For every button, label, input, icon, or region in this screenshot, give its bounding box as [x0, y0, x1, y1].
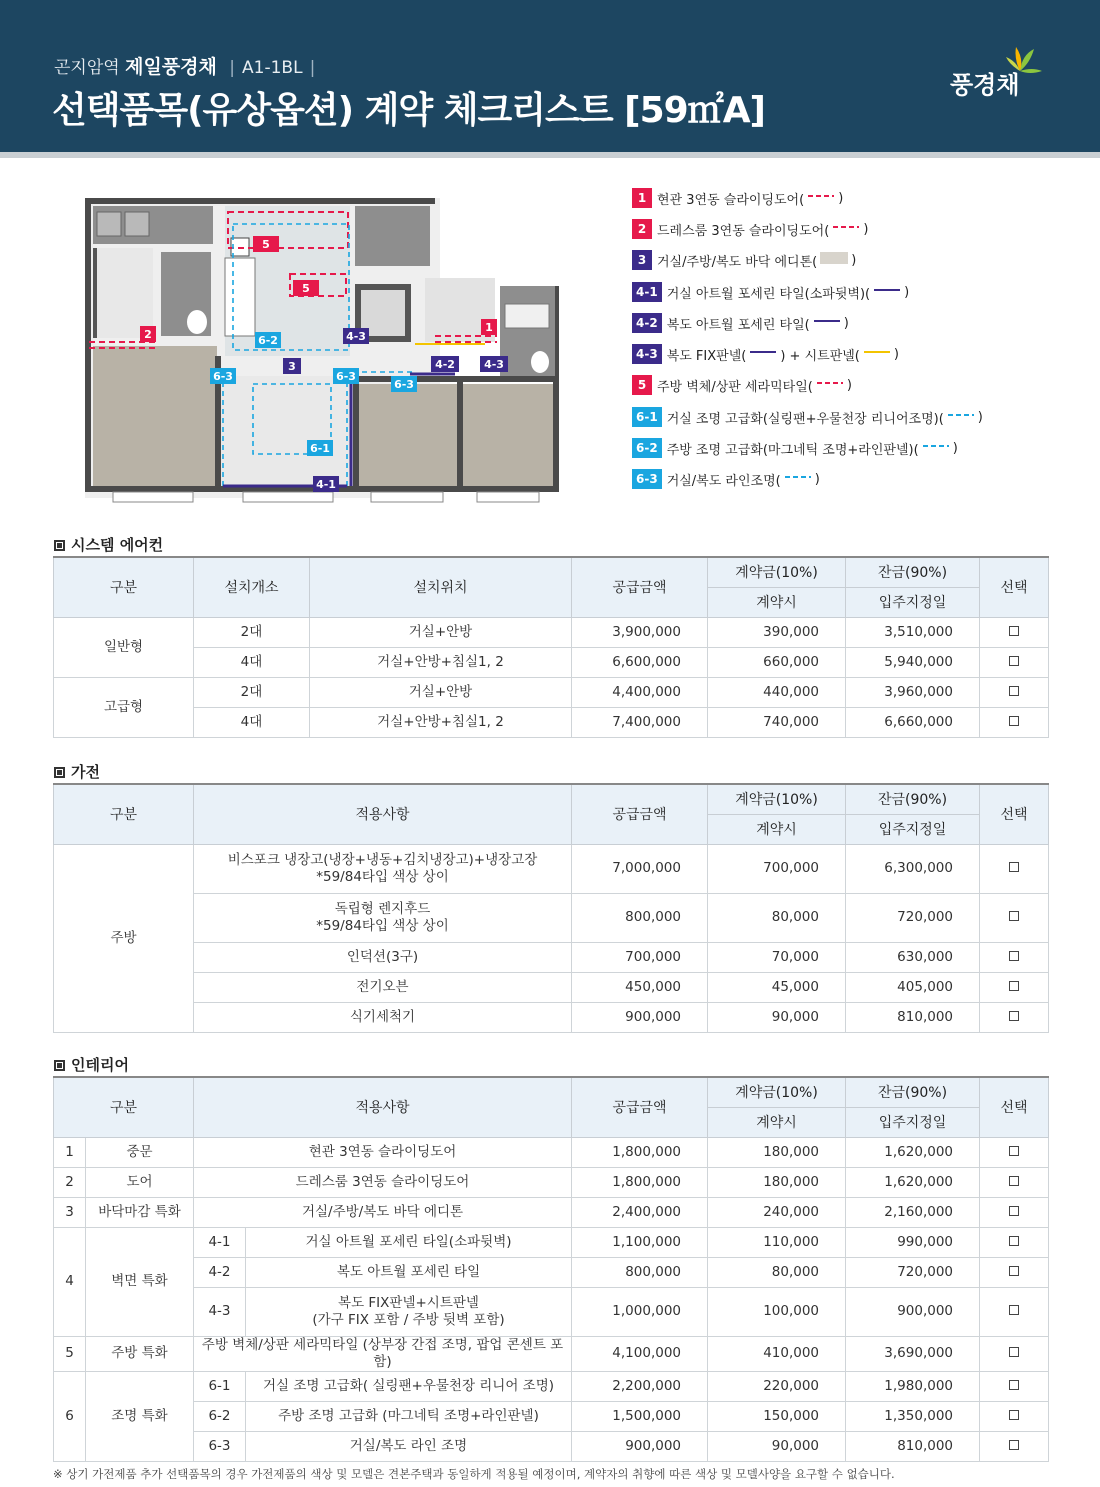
select-checkbox[interactable] [1009, 1266, 1019, 1276]
plan-label-61: 6-1 [310, 442, 330, 455]
floor-plan [85, 186, 565, 511]
red-dash-swatch-icon [831, 221, 861, 237]
balance-price: 405,000 [846, 972, 980, 1002]
category-name: 벽면 특화 [86, 1227, 194, 1336]
location-label: 곤지암역 [54, 58, 120, 78]
legend-item [632, 188, 843, 208]
supply-price: 900,000 [572, 1431, 708, 1461]
legend-item [632, 344, 899, 364]
appliance-item [194, 844, 572, 893]
project-subtitle: 곤지암역 제일풍경채 | A1-1BL | [54, 56, 316, 78]
install-count: 4대 [194, 707, 310, 737]
select-cell[interactable] [980, 1137, 1049, 1167]
select-cell[interactable] [980, 1197, 1049, 1227]
item-note: *59/84타입 색상 상이 [316, 917, 449, 934]
deposit-price: 90,000 [708, 1002, 846, 1032]
table-row [54, 647, 1049, 677]
category-name: 중문 [86, 1137, 194, 1167]
apply-item [246, 1287, 572, 1336]
item-name: 거실 아트월 포세린 타일(소파뒷벽) [305, 1233, 512, 1250]
legend-text: 주방 벽체/상판 세라믹타일( [657, 379, 813, 395]
balance-price: 630,000 [846, 942, 980, 972]
apply-item: 주방 벽체/상판 세라믹타일 (상부장 간접 조명, 팝업 콘센트 포함) [194, 1336, 572, 1371]
table-row [54, 1227, 1049, 1257]
select-checkbox[interactable] [1009, 1206, 1019, 1216]
deposit-price: 80,000 [708, 893, 846, 942]
table-row [54, 1167, 1049, 1197]
item-name: 인덕션(3구) [346, 948, 419, 965]
deposit-price: 700,000 [708, 844, 846, 893]
supply-price: 4,100,000 [572, 1336, 708, 1371]
balance-price: 810,000 [846, 1002, 980, 1032]
balance-price: 990,000 [846, 1227, 980, 1257]
appliance-item [194, 1002, 572, 1032]
select-cell[interactable] [980, 1371, 1049, 1401]
aircon-table: 구분 설치개소 설치위치 공급금액 계약금(10%) 잔금(90%) 선택 계약시 입주지정일 일반형 2대 거실+안방 3,900,000 390,000 3,510,000 4대 거실+안방+침실1, 2 6,600,000 660,000 5,940,000 고급형 2대 거실+안방 4,400,000 440,000 3,960,000 4대 거실+안방+침실1, 2 7,400,000 740,000 6,660,000 [53, 556, 1049, 738]
section-interior-title: 인테리어 [54, 1054, 129, 1075]
plan-label-63a: 6-3 [213, 370, 233, 383]
select-checkbox[interactable] [1009, 686, 1019, 696]
plan-label-63c: 6-3 [394, 378, 414, 391]
table-row [54, 1431, 1049, 1461]
deposit-price: 660,000 [708, 647, 846, 677]
supply-price: 1,800,000 [572, 1167, 708, 1197]
supply-price: 6,600,000 [572, 647, 708, 677]
table-row [54, 1287, 1049, 1336]
table-row [54, 617, 1049, 647]
legend-suffix2: ) [893, 346, 899, 362]
blue-dash-swatch-icon [921, 440, 951, 456]
legend-tag: 6-1 [632, 407, 662, 427]
deposit-price: 70,000 [708, 942, 846, 972]
row-number: 2 [54, 1167, 86, 1197]
section-appliance-title: 가전 [54, 761, 100, 782]
select-checkbox[interactable] [1009, 656, 1019, 666]
navy-line-swatch-icon [872, 284, 902, 300]
apply-item [246, 1431, 572, 1461]
select-checkbox[interactable] [1009, 626, 1019, 636]
section-aircon-title: 시스템 에어컨 [54, 534, 163, 555]
legend-item [632, 219, 868, 239]
deposit-price: 90,000 [708, 1431, 846, 1461]
item-name: 비스포크 냉장고(냉장+냉동+김치냉장고)+냉장고장 [227, 851, 538, 868]
category-name: 조명 특화 [86, 1371, 194, 1461]
legend-tag: 6-2 [632, 438, 662, 458]
appliance-table: 구분 적용사항 공급금액 계약금(10%) 잔금(90%) 선택 계약시 입주지정일 주방 비스포크 냉장고(냉장+냉동+김치냉장고)+냉장고장 *59/84타입 색상 상이 7,000,000 700,000 6,300,000 독립형 렌지후드 *59/84타입 색상 상이 800,000 80,000 720,000 인덕션(3구) 700,000 70,000 630,000 전기오븐 450,000 45,000 405,000 식기세척기 900,000 90,000 810,000 [53, 783, 1049, 1033]
balance-price: 1,620,000 [846, 1167, 980, 1197]
select-checkbox[interactable] [1009, 1236, 1019, 1246]
category-name: 바닥마감 특화 [86, 1197, 194, 1227]
supply-price: 1,000,000 [572, 1287, 708, 1336]
item-name: 주방 조명 고급화 (마그네틱 조명+라인판넬) [278, 1407, 539, 1424]
group-name: 일반형 [54, 617, 194, 677]
plan-label-43b: 4-3 [484, 358, 504, 371]
balance-price: 720,000 [846, 893, 980, 942]
supply-price: 1,100,000 [572, 1227, 708, 1257]
balance-price: 6,660,000 [846, 707, 980, 737]
legend-suffix: ) [952, 440, 958, 456]
legend-tag: 4-2 [632, 313, 662, 333]
legend-suffix: ) [851, 252, 857, 268]
table-row [54, 677, 1049, 707]
select-checkbox[interactable] [1009, 1410, 1019, 1420]
balance-price: 2,160,000 [846, 1197, 980, 1227]
install-count: 2대 [194, 677, 310, 707]
group-name: 고급형 [54, 677, 194, 737]
select-checkbox[interactable] [1009, 1176, 1019, 1186]
unit-code: A1-1BL [242, 58, 303, 78]
legend-text: 드레스룸 3연동 슬라이딩도어( [657, 223, 830, 239]
select-checkbox[interactable] [1009, 1380, 1019, 1390]
supply-price: 2,400,000 [572, 1197, 708, 1227]
select-checkbox[interactable] [1009, 862, 1019, 872]
plan-label-41: 4-1 [316, 478, 336, 491]
red-dash-swatch-icon [815, 377, 845, 393]
yellow-line-swatch-icon [862, 346, 892, 362]
apply-item [246, 1257, 572, 1287]
install-location: 거실+안방+침실1, 2 [310, 647, 572, 677]
group-name: 주방 [54, 844, 194, 1032]
select-cell[interactable] [980, 972, 1049, 1002]
sub-code: 4-2 [194, 1257, 246, 1287]
legend-item [632, 407, 983, 427]
table-row [54, 1257, 1049, 1287]
select-checkbox[interactable] [1009, 716, 1019, 726]
legend-suffix: ) [863, 221, 869, 237]
deposit-price: 100,000 [708, 1287, 846, 1336]
install-location: 거실+안방 [310, 617, 572, 647]
select-cell[interactable] [980, 1167, 1049, 1197]
brand-label: 제일풍경채 [125, 56, 217, 78]
legend-suffix: ) [838, 190, 844, 206]
appliance-item [194, 972, 572, 1002]
supply-price: 900,000 [572, 1002, 708, 1032]
select-cell[interactable] [980, 942, 1049, 972]
sub-code: 6-3 [194, 1431, 246, 1461]
balance-price: 6,300,000 [846, 844, 980, 893]
blue-dash-swatch-icon [946, 409, 976, 425]
supply-price: 1,500,000 [572, 1401, 708, 1431]
sub-code: 4-1 [194, 1227, 246, 1257]
legend-tag: 4-3 [632, 344, 662, 364]
balance-price: 900,000 [846, 1287, 980, 1336]
select-cell[interactable] [980, 1401, 1049, 1431]
plan-label-43a: 4-3 [346, 330, 366, 343]
install-count: 4대 [194, 647, 310, 677]
deposit-price: 80,000 [708, 1257, 846, 1287]
deposit-price: 180,000 [708, 1167, 846, 1197]
plan-label-63b: 6-3 [336, 370, 356, 383]
supply-price: 800,000 [572, 893, 708, 942]
table-row [54, 1371, 1049, 1401]
supply-price: 7,400,000 [572, 707, 708, 737]
table-row [54, 972, 1049, 1002]
deposit-price: 740,000 [708, 707, 846, 737]
legend-tag: 2 [632, 219, 652, 239]
legend-suffix: ) [904, 284, 910, 300]
row-number: 4 [54, 1227, 86, 1336]
sub-code: 6-1 [194, 1371, 246, 1401]
legend-text: 거실 아트월 포세린 타일(소파뒷벽)( [666, 286, 871, 302]
select-cell[interactable] [980, 617, 1049, 647]
table-row [54, 844, 1049, 893]
table-row [54, 707, 1049, 737]
select-cell[interactable] [980, 1287, 1049, 1336]
supply-price: 7,000,000 [572, 844, 708, 893]
legend-item [632, 313, 849, 333]
legend-text: 복도 아트월 포세린 타일( [666, 317, 810, 333]
select-checkbox[interactable] [1009, 1146, 1019, 1156]
select-cell[interactable] [980, 844, 1049, 893]
item-name: 독립형 렌지후드 [334, 900, 431, 917]
footnote: ※ 상기 가전제품 추가 선택품목의 경우 가전제품의 색상 및 모델은 견본주택과 동일하게 적용될 예정이며, 계약자의 취향에 따른 색상 및 모델사양을 요구할 수 없습니다. [53, 1467, 895, 1481]
tile-swatch-icon [819, 252, 849, 268]
table-row [54, 1197, 1049, 1227]
legend-suffix: ) [814, 471, 820, 487]
plan-label-42: 4-2 [435, 358, 455, 371]
balance-price: 1,350,000 [846, 1401, 980, 1431]
item-note: (가구 FIX 포함 / 주방 뒷벽 포함) [312, 1311, 505, 1328]
balance-price: 3,510,000 [846, 617, 980, 647]
apply-item: 현관 3연동 슬라이딩도어 [194, 1137, 572, 1167]
select-cell[interactable] [980, 1431, 1049, 1461]
row-number: 6 [54, 1371, 86, 1461]
category-name: 주방 특화 [86, 1336, 194, 1371]
legend-item [632, 250, 856, 270]
legend-tag: 4-1 [632, 282, 662, 302]
table-row [54, 1002, 1049, 1032]
brand-logo [950, 55, 1050, 100]
supply-price: 450,000 [572, 972, 708, 1002]
appliance-item [194, 942, 572, 972]
deposit-price: 45,000 [708, 972, 846, 1002]
balance-price: 3,960,000 [846, 677, 980, 707]
legend-text: 주방 조명 고급화(마그네틱 조명+라인판넬)( [666, 442, 919, 458]
select-cell[interactable] [980, 1227, 1049, 1257]
legend-text: 거실 조명 고급화(실링팬+우물천장 리니어조명)( [666, 411, 944, 427]
select-checkbox[interactable] [1009, 981, 1019, 991]
apply-item [246, 1227, 572, 1257]
legend-tag: 5 [632, 375, 652, 395]
balance-price: 1,980,000 [846, 1371, 980, 1401]
legend-tag: 1 [632, 188, 652, 208]
legend-text: 현관 3연동 슬라이딩도어( [657, 192, 805, 208]
apply-item: 드레스룸 3연동 슬라이딩도어 [194, 1167, 572, 1197]
select-cell[interactable] [980, 1336, 1049, 1371]
select-cell[interactable] [980, 707, 1049, 737]
item-name: 복도 FIX판넬+시트판넬 [338, 1294, 479, 1311]
select-checkbox[interactable] [1009, 911, 1019, 921]
select-cell[interactable] [980, 677, 1049, 707]
deposit-price: 240,000 [708, 1197, 846, 1227]
select-cell[interactable] [980, 647, 1049, 677]
apply-item: 거실/주방/복도 바닥 에디톤 [194, 1197, 572, 1227]
select-cell[interactable] [980, 893, 1049, 942]
deposit-price: 390,000 [708, 617, 846, 647]
item-name: 식기세척기 [349, 1008, 416, 1025]
apply-item [246, 1371, 572, 1401]
page-header [0, 0, 1100, 158]
supply-price: 4,400,000 [572, 677, 708, 707]
legend-suffix: ) [843, 315, 849, 331]
balance-price: 1,620,000 [846, 1137, 980, 1167]
supply-price: 3,900,000 [572, 617, 708, 647]
deposit-price: 110,000 [708, 1227, 846, 1257]
red-dash-swatch-icon [806, 190, 836, 206]
plan-label-3: 3 [288, 360, 296, 373]
table-row [54, 1137, 1049, 1167]
legend-suffix: ) + 시트판넬( [780, 348, 860, 364]
logo-text: 풍경채 [950, 71, 1020, 99]
supply-price: 1,800,000 [572, 1137, 708, 1167]
legend-tag: 3 [632, 250, 652, 270]
item-note: *59/84타입 색상 상이 [316, 868, 449, 885]
install-location: 거실+안방 [310, 677, 572, 707]
row-number: 1 [54, 1137, 86, 1167]
table-row [54, 942, 1049, 972]
deposit-price: 180,000 [708, 1137, 846, 1167]
legend-item [632, 375, 852, 395]
item-name: 거실 조명 고급화( 실링팬+우물천장 리니어 조명) [262, 1377, 555, 1394]
legend-suffix: ) [846, 377, 852, 393]
supply-price: 700,000 [572, 942, 708, 972]
legend-item [632, 469, 820, 489]
page-title: 선택품목(유상옵션) 계약 체크리스트 [59㎡A] [52, 90, 766, 131]
appliance-item [194, 893, 572, 942]
plan-label-5a: 5 [262, 238, 270, 251]
legend-item [632, 282, 909, 302]
balance-price: 810,000 [846, 1431, 980, 1461]
supply-price: 2,200,000 [572, 1371, 708, 1401]
legend-text: 거실/주방/복도 바닥 에디톤( [657, 254, 818, 270]
plan-label-5b: 5 [302, 282, 310, 295]
deposit-price: 220,000 [708, 1371, 846, 1401]
select-checkbox[interactable] [1009, 1347, 1019, 1357]
item-name: 전기오븐 [356, 978, 409, 995]
row-number: 5 [54, 1336, 86, 1371]
deposit-price: 150,000 [708, 1401, 846, 1431]
supply-price: 800,000 [572, 1257, 708, 1287]
plan-label-2: 2 [144, 328, 152, 341]
row-number: 3 [54, 1197, 86, 1227]
install-location: 거실+안방+침실1, 2 [310, 707, 572, 737]
table-row [54, 1401, 1049, 1431]
legend-text: 거실/복도 라인조명( [666, 473, 781, 489]
item-name: 거실/복도 라인 조명 [349, 1437, 468, 1454]
navy-line-swatch-icon [748, 346, 778, 362]
select-checkbox[interactable] [1009, 1440, 1019, 1450]
sub-code: 6-2 [194, 1401, 246, 1431]
balance-price: 5,940,000 [846, 647, 980, 677]
select-checkbox[interactable] [1009, 1011, 1019, 1021]
balance-price: 720,000 [846, 1257, 980, 1287]
table-row [54, 893, 1049, 942]
sub-code: 4-3 [194, 1287, 246, 1336]
deposit-price: 440,000 [708, 677, 846, 707]
plan-label-1: 1 [485, 321, 493, 334]
install-count: 2대 [194, 617, 310, 647]
select-checkbox[interactable] [1009, 951, 1019, 961]
blue-dash-swatch-icon [783, 471, 813, 487]
deposit-price: 410,000 [708, 1336, 846, 1371]
balance-price: 3,690,000 [846, 1336, 980, 1371]
apply-item [246, 1401, 572, 1431]
legend-tag: 6-3 [632, 469, 662, 489]
legend-text: 복도 FIX판넬( [666, 348, 747, 364]
plan-label-62: 6-2 [258, 334, 278, 347]
select-checkbox[interactable] [1009, 1305, 1019, 1315]
legend-item [632, 438, 958, 458]
category-name: 도어 [86, 1167, 194, 1197]
interior-table: 구분 적용사항 공급금액 계약금(10%) 잔금(90%) 선택 계약시 입주지정일 1 중문 현관 3연동 슬라이딩도어 1,800,000 180,000 1,620,000 2 도어 드레스룸 3연동 슬라이딩도어 1,800,000 180,000 1,620,000 3 바닥마감 특화 거실/주방/복도 바닥 에디톤 2,400,000 240,000 2,160,000 4 벽면 특화 4-1 거실 아트월 포세린 타일(소파뒷벽) 1,100,000 110,000 990,000 4-2 복도 아트월 포세린 타일 800,000 80,000 720,000 4-3 복도 FIX판넬+시트판넬 (가구 FIX 포함 / 주방 뒷벽 포함) 1,000,000 100,000 900,000 5 주방 특화 주방 벽체/상판 세라믹타일 (상부장 간접 조명, 팝업 콘센트 포함) 4,100,000 410,000 3,690,000 6 조명 특화 6-1 거실 조명 고급화( 실링팬+우물천장 리니어 조명) 2,200,000 220,000 1,980,000 6-2 주방 조명 고급화 (마그네틱 조명+라인판넬) 1,500,000 150,000 1,350,000 6-3 거실/복도 라인 조명 900,000 90,000 810,000 [53, 1076, 1049, 1462]
navy-line-swatch-icon [812, 315, 842, 331]
item-name: 복도 아트월 포세린 타일 [336, 1263, 481, 1280]
legend-suffix: ) [977, 409, 983, 425]
select-cell[interactable] [980, 1002, 1049, 1032]
table-row [54, 1336, 1049, 1371]
select-cell[interactable] [980, 1257, 1049, 1287]
